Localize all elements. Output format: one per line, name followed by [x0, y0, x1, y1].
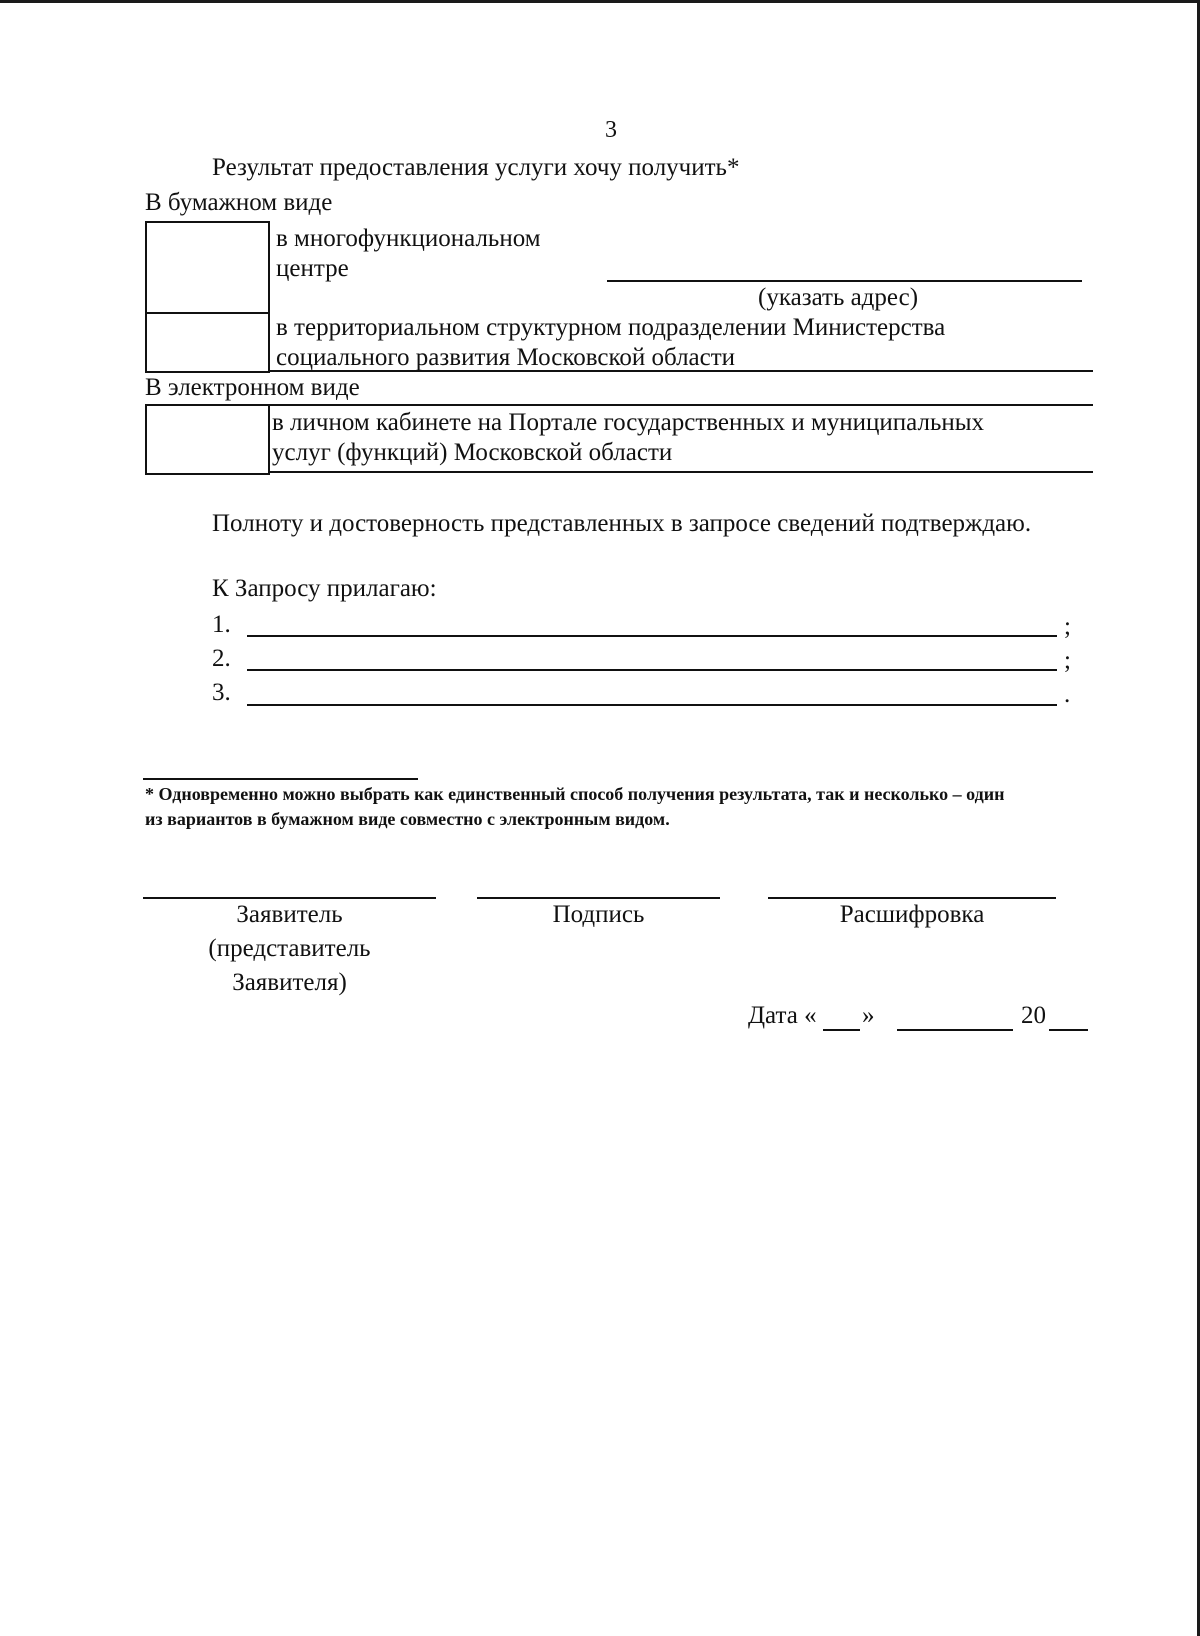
- option-mfc-line2: центре: [276, 255, 349, 282]
- attachment-number: 3.: [212, 679, 231, 706]
- attachment-end-mark: ;: [1064, 613, 1071, 640]
- date-year-field[interactable]: [1049, 1029, 1088, 1031]
- decoding-label: Расшифровка: [839, 901, 985, 928]
- portal-row-bottom-line: [268, 471, 1093, 473]
- date-year-prefix: 20: [1021, 1002, 1046, 1029]
- applicant-label-line2: (представитель: [208, 935, 371, 962]
- footnote-line2: из вариантов в бумажном виде совместно с электронным видом.: [145, 809, 670, 829]
- signature-label: Подпись: [552, 901, 645, 928]
- option-ministry-line2: социального развития Московской области: [276, 344, 736, 371]
- attachment-number: 1.: [212, 611, 231, 638]
- attachment-end-mark: .: [1064, 681, 1071, 708]
- result-heading: Результат предоставления услуги хочу получить*: [212, 154, 740, 181]
- paper-section-label: В бумажном виде: [145, 189, 333, 216]
- footnote-separator: [143, 778, 418, 780]
- applicant-signature-line[interactable]: [143, 897, 436, 899]
- mfc-checkbox[interactable]: [145, 221, 270, 314]
- ministry-checkbox[interactable]: [145, 312, 270, 373]
- date-close-quote: »: [862, 1002, 875, 1029]
- attachment-field-line[interactable]: [247, 635, 1057, 637]
- footnote-line1: * Одновременно можно выбрать как единственный способ получения результата, так и несколько – один: [145, 784, 1005, 804]
- address-hint: (указать адрес): [758, 284, 919, 311]
- decoding-line[interactable]: [768, 897, 1056, 899]
- date-label: Дата «: [748, 1002, 817, 1029]
- electronic-section-label: В электронном виде: [145, 374, 360, 401]
- option-mfc-line1: в многофункциональном: [276, 225, 541, 252]
- signature-line[interactable]: [477, 897, 720, 899]
- option-portal-line2: услуг (функций) Московской области: [272, 439, 673, 466]
- attachment-end-mark: ;: [1064, 647, 1071, 674]
- date-month-field[interactable]: [897, 1029, 1013, 1031]
- ministry-row-bottom-line: [268, 370, 1093, 372]
- attachment-number: 2.: [212, 645, 231, 672]
- option-portal-line1: в личном кабинете на Портале государственных и муниципальных: [272, 409, 985, 436]
- attachment-field-line[interactable]: [247, 669, 1057, 671]
- confirmation-text: Полноту и достоверность представленных в запросе сведений подтверждаю.: [212, 510, 1032, 537]
- attachments-heading: К Запросу прилагаю:: [212, 575, 437, 602]
- applicant-label: Заявитель: [236, 901, 343, 928]
- option-ministry-line1: в территориальном структурном подразделении Министерства: [276, 314, 946, 341]
- portal-checkbox[interactable]: [145, 404, 270, 475]
- scan-edge-top: [0, 0, 1200, 3]
- date-day-field[interactable]: [823, 1029, 860, 1031]
- applicant-label-line3: Заявителя): [232, 969, 347, 996]
- portal-row-top-line: [268, 404, 1093, 406]
- page-number: 3: [605, 117, 617, 143]
- attachment-field-line[interactable]: [247, 704, 1057, 706]
- address-field-line[interactable]: [607, 280, 1082, 282]
